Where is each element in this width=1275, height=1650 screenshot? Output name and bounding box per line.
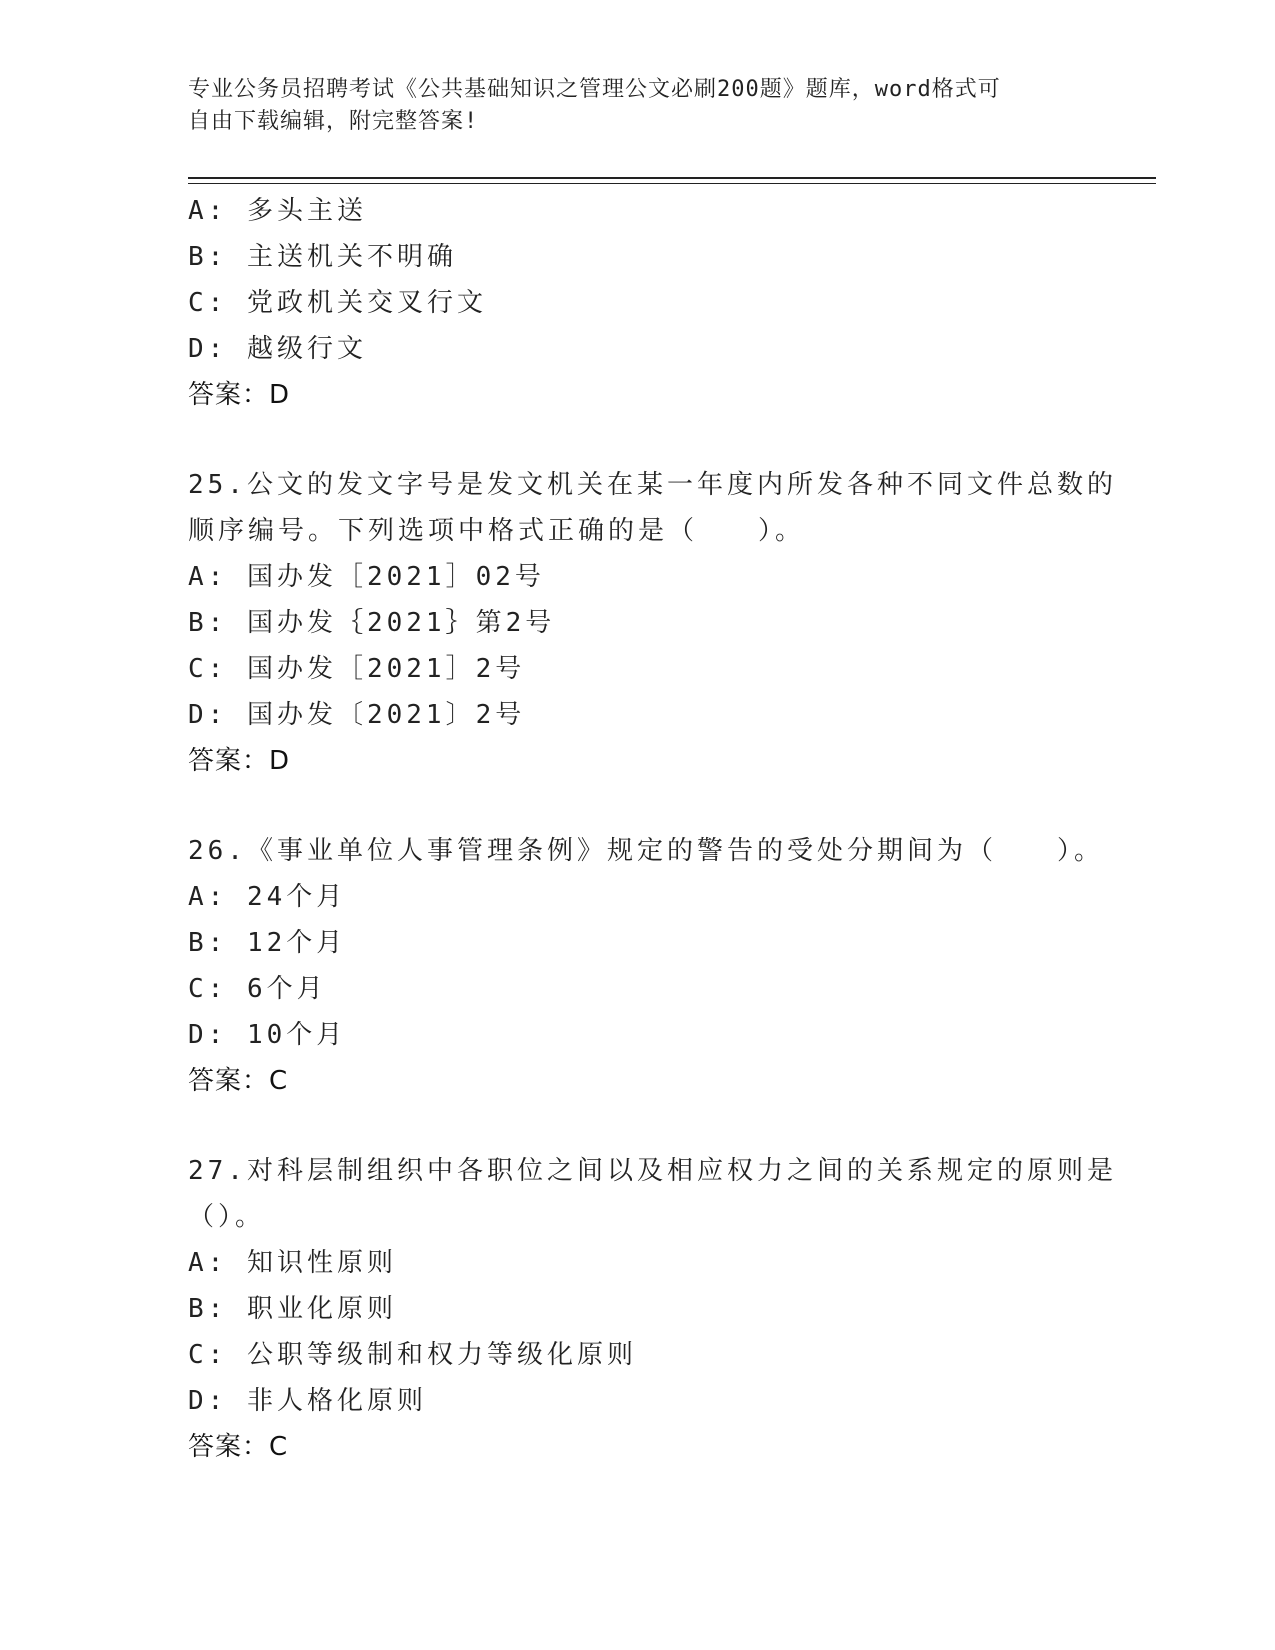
option-b: B: 职业化原则: [188, 1294, 397, 1324]
spacer: [188, 784, 1088, 828]
question-25: [188, 462, 1117, 784]
option-b: B: 12个月: [188, 928, 347, 958]
option-a: A: 24个月: [188, 882, 347, 912]
answer: 答案：C: [188, 1432, 289, 1462]
option-d: D: 国办发〔2021〕2号: [188, 700, 526, 730]
question-24: [188, 188, 1088, 418]
header-line-1: 专业公务员招聘考试《公共基础知识之管理公文必刷200题》题库，word格式可: [188, 77, 1001, 102]
option-d: D: 非人格化原则: [188, 1386, 427, 1416]
answer: 答案：C: [188, 1066, 289, 1096]
question-stem: 26.《事业单位人事管理条例》规定的警告的受处分期间为（ ）。: [188, 836, 1104, 866]
question-27: [188, 1148, 1117, 1470]
option-a: A: 多头主送: [188, 196, 367, 226]
question-list: [188, 188, 1117, 1470]
option-a: A: 知识性原则: [188, 1248, 397, 1278]
answer: 答案：D: [188, 380, 291, 410]
option-d: D: 10个月: [188, 1020, 347, 1050]
option-c: C: 国办发［2021］2号: [188, 654, 526, 684]
option-c: C: 公职等级制和权力等级化原则: [188, 1340, 637, 1370]
option-b: B: 主送机关不明确: [188, 242, 457, 272]
header-line-2: 自由下载编辑，附完整答案!: [188, 109, 479, 134]
spacer: [188, 1104, 1088, 1148]
question-stem: 25.公文的发文字号是发文机关在某一年度内所发各种不同文件总数的: [188, 470, 1117, 500]
answer: 答案：D: [188, 746, 291, 776]
question-stem-continued: 顺序编号。下列选项中格式正确的是（ ）。: [188, 516, 806, 546]
option-d: D: 越级行文: [188, 334, 367, 364]
question-stem: 27.对科层制组织中各职位之间以及相应权力之间的关系规定的原则是: [188, 1156, 1117, 1186]
option-a: A: 国办发［2021］02号: [188, 562, 545, 592]
option-c: C: 党政机关交叉行文: [188, 288, 487, 318]
option-b: B: 国办发｛2021｝第2号: [188, 608, 556, 638]
header-divider-thick: [188, 177, 1156, 179]
spacer: [188, 418, 1088, 462]
header-divider-thin: [188, 183, 1156, 184]
question-26: [188, 828, 1104, 1104]
question-stem-continued: （）。: [188, 1202, 266, 1232]
option-c: C: 6个月: [188, 974, 327, 1004]
document-header: [188, 74, 1088, 138]
